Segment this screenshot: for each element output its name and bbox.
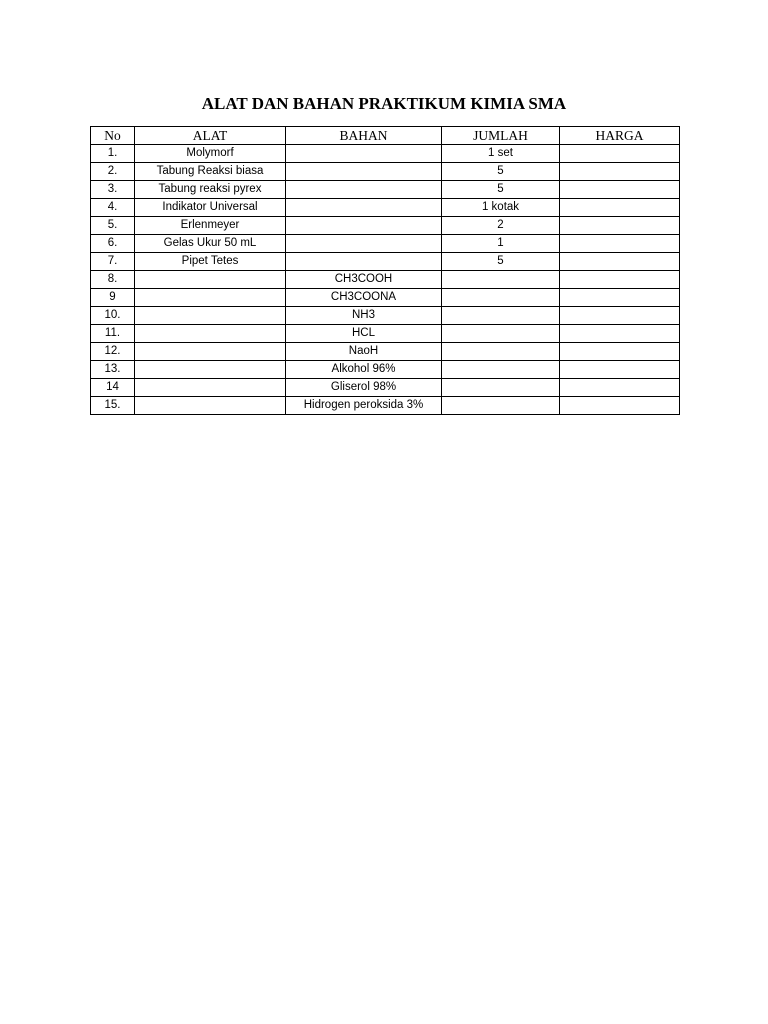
cell-bahan: CH3COONA — [286, 289, 442, 307]
cell-harga — [560, 307, 680, 325]
inventory-table — [90, 126, 680, 415]
cell-jumlah — [442, 289, 560, 307]
cell-harga — [560, 397, 680, 415]
cell-alat: Tabung reaksi pyrex — [135, 181, 286, 199]
cell-alat: Erlenmeyer — [135, 217, 286, 235]
cell-alat — [135, 361, 286, 379]
cell-alat — [135, 307, 286, 325]
cell-no: 9 — [91, 289, 135, 307]
cell-harga — [560, 163, 680, 181]
header-no: No — [91, 127, 135, 145]
cell-bahan — [286, 253, 442, 271]
cell-bahan — [286, 235, 442, 253]
cell-jumlah — [442, 325, 560, 343]
cell-alat: Indikator Universal — [135, 199, 286, 217]
cell-harga — [560, 199, 680, 217]
cell-jumlah — [442, 379, 560, 397]
cell-bahan — [286, 217, 442, 235]
cell-harga — [560, 217, 680, 235]
table-header-row — [91, 127, 680, 145]
cell-harga — [560, 181, 680, 199]
cell-jumlah — [442, 343, 560, 361]
table-row — [91, 217, 680, 235]
cell-no: 5. — [91, 217, 135, 235]
cell-no: 6. — [91, 235, 135, 253]
cell-alat: Molymorf — [135, 145, 286, 163]
cell-bahan — [286, 199, 442, 217]
cell-no: 13. — [91, 361, 135, 379]
table-body — [91, 145, 680, 415]
table-row — [91, 379, 680, 397]
cell-no: 15. — [91, 397, 135, 415]
cell-bahan — [286, 145, 442, 163]
cell-alat: Tabung Reaksi biasa — [135, 163, 286, 181]
cell-jumlah: 5 — [442, 253, 560, 271]
cell-no: 8. — [91, 271, 135, 289]
header-bahan: BAHAN — [286, 127, 442, 145]
table-row — [91, 235, 680, 253]
cell-harga — [560, 253, 680, 271]
table-row — [91, 145, 680, 163]
cell-harga — [560, 361, 680, 379]
cell-alat — [135, 397, 286, 415]
cell-bahan: HCL — [286, 325, 442, 343]
header-jumlah: JUMLAH — [442, 127, 560, 145]
cell-alat — [135, 379, 286, 397]
cell-no: 7. — [91, 253, 135, 271]
cell-jumlah: 1 — [442, 235, 560, 253]
cell-jumlah: 1 set — [442, 145, 560, 163]
cell-no: 4. — [91, 199, 135, 217]
table-row — [91, 163, 680, 181]
cell-jumlah — [442, 397, 560, 415]
table-row — [91, 307, 680, 325]
header-alat: ALAT — [135, 127, 286, 145]
cell-harga — [560, 145, 680, 163]
cell-alat: Gelas Ukur 50 mL — [135, 235, 286, 253]
table-row — [91, 271, 680, 289]
cell-jumlah: 1 kotak — [442, 199, 560, 217]
cell-bahan: Gliserol 98% — [286, 379, 442, 397]
cell-no: 14 — [91, 379, 135, 397]
table-row — [91, 397, 680, 415]
cell-harga — [560, 325, 680, 343]
cell-no: 10. — [91, 307, 135, 325]
cell-bahan: NaoH — [286, 343, 442, 361]
cell-no: 12. — [91, 343, 135, 361]
cell-alat: Pipet Tetes — [135, 253, 286, 271]
cell-jumlah — [442, 307, 560, 325]
cell-harga — [560, 379, 680, 397]
table-row — [91, 289, 680, 307]
table-row — [91, 325, 680, 343]
cell-harga — [560, 343, 680, 361]
table-row — [91, 181, 680, 199]
table-row — [91, 343, 680, 361]
cell-no: 11. — [91, 325, 135, 343]
cell-bahan: Alkohol 96% — [286, 361, 442, 379]
cell-jumlah — [442, 361, 560, 379]
cell-jumlah: 5 — [442, 163, 560, 181]
cell-bahan: CH3COOH — [286, 271, 442, 289]
cell-no: 2. — [91, 163, 135, 181]
document-title: ALAT DAN BAHAN PRAKTIKUM KIMIA SMA — [201, 94, 567, 113]
cell-alat — [135, 325, 286, 343]
header-harga: HARGA — [560, 127, 680, 145]
cell-harga — [560, 289, 680, 307]
table-row — [91, 253, 680, 271]
cell-alat — [135, 271, 286, 289]
cell-jumlah: 2 — [442, 217, 560, 235]
cell-no: 3. — [91, 181, 135, 199]
cell-alat — [135, 343, 286, 361]
cell-bahan — [286, 163, 442, 181]
cell-bahan — [286, 181, 442, 199]
table-row — [91, 361, 680, 379]
cell-jumlah: 5 — [442, 181, 560, 199]
cell-bahan: Hidrogen peroksida 3% — [286, 397, 442, 415]
table-row — [91, 199, 680, 217]
cell-alat — [135, 289, 286, 307]
cell-jumlah — [442, 271, 560, 289]
cell-no: 1. — [91, 145, 135, 163]
cell-harga — [560, 235, 680, 253]
cell-harga — [560, 271, 680, 289]
cell-bahan: NH3 — [286, 307, 442, 325]
